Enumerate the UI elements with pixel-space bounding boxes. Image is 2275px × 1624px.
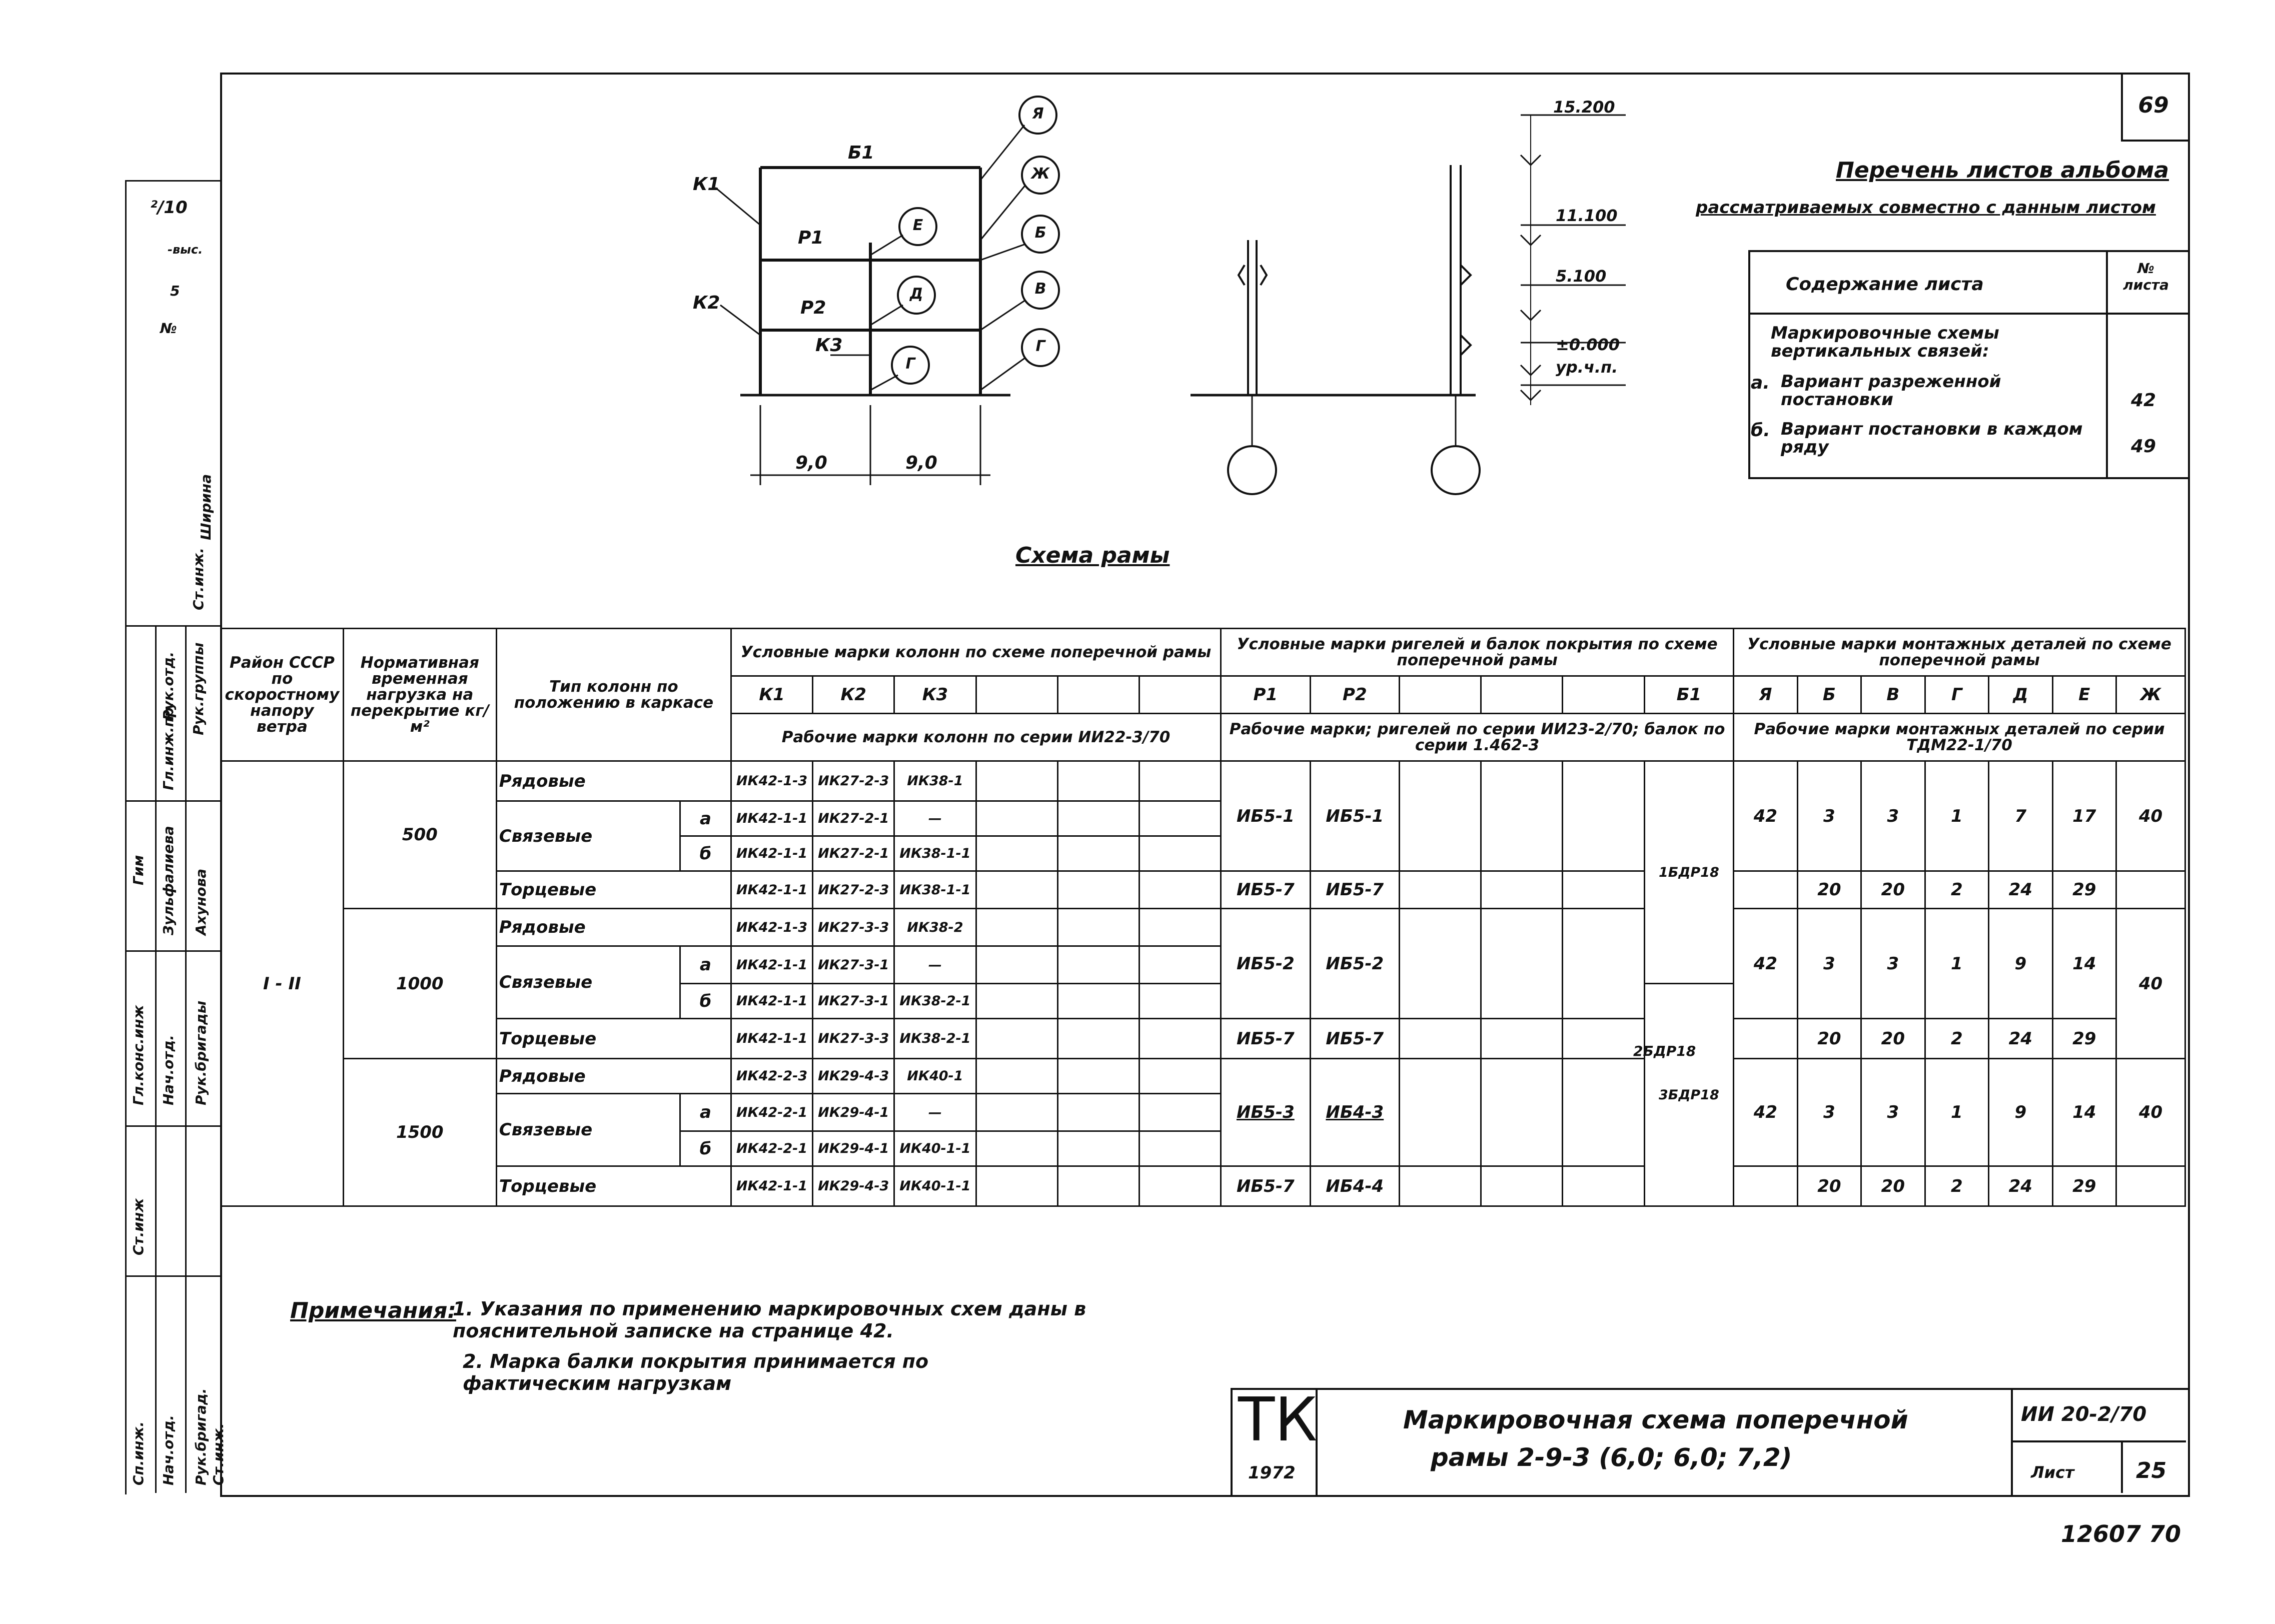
- sheet-item-b-no: 49: [2131, 436, 2156, 457]
- det-b: 3: [1797, 1059, 1861, 1166]
- cell-p2: ИБ4-3: [1310, 1059, 1399, 1166]
- note-2: 2. Марка балки покрытия принимается по фактическим нагрузкам: [463, 1350, 929, 1394]
- det-end-v: 20: [1861, 1019, 1925, 1059]
- cell-b1-c: 3БДР18: [1644, 984, 1734, 1206]
- sub-a: а: [680, 1094, 731, 1131]
- title-line-1: Маркировочная схема поперечной: [1403, 1405, 1908, 1434]
- det-d: 9: [1989, 909, 2052, 1019]
- det-zh: 40: [2116, 909, 2185, 1059]
- node-v: В: [1034, 280, 1046, 298]
- key-k1: К1: [731, 676, 812, 714]
- cell-k3: —: [894, 946, 976, 984]
- type-link: Связевые: [496, 801, 680, 871]
- key-b: Б: [1797, 676, 1861, 714]
- sub-b: б: [680, 1131, 731, 1166]
- table-row: [221, 761, 2185, 801]
- det-end-e: 29: [2052, 871, 2116, 909]
- cell-p1: ИБ5-2: [1221, 909, 1310, 1019]
- table-row: [221, 1166, 2185, 1206]
- side-name-1: Ширина: [198, 474, 214, 540]
- type-end: Торцевые: [496, 871, 731, 909]
- sheet-item-a-text: Вариант разреженной постановки: [1781, 372, 2001, 410]
- region-value: I - II: [221, 761, 344, 1206]
- det-end-v: 20: [1861, 871, 1925, 909]
- cell-k2: ИК27-2-3: [813, 761, 894, 801]
- det-g: 1: [1925, 1059, 1988, 1166]
- side-role-4: Рук.отд.: [160, 651, 177, 720]
- det-ya: 42: [1734, 1059, 1797, 1166]
- cell-k2: ИК27-2-3: [813, 871, 894, 909]
- side-name-3: Зульфалиева: [160, 826, 177, 935]
- cell-k1: ИК42-1-1: [731, 984, 812, 1019]
- cell-k1: ИК42-1-1: [731, 836, 812, 871]
- det-d: 9: [1989, 1059, 2052, 1166]
- side-role-3: Гл.инж.пр.: [160, 702, 177, 790]
- strip-divider-2: [185, 625, 187, 1493]
- sheet-number: 69: [2138, 93, 2169, 118]
- cell-k2: ИК27-3-1: [813, 984, 894, 1019]
- cell-k1: ИК42-1-3: [731, 909, 812, 946]
- table-row: [221, 871, 2185, 909]
- cell-k2: ИК27-3-3: [813, 909, 894, 946]
- title-hline-1: [2011, 1440, 2186, 1442]
- node-g2: Г: [1035, 338, 1045, 355]
- marking-table: [220, 628, 2186, 1207]
- sheet-list-col-no: № листа: [2123, 260, 2169, 293]
- cell-k3: ИК38-1-1: [894, 871, 976, 909]
- det-b: 3: [1797, 909, 1861, 1019]
- side-name-6: Нач.отд.: [160, 1035, 177, 1105]
- key-zh: Ж: [2116, 676, 2185, 714]
- node-d: Д: [909, 285, 923, 303]
- cell-p1-end: ИБ5-7: [1221, 871, 1310, 909]
- det-end-g: 2: [1925, 1019, 1988, 1059]
- h-load: Нормативная временная нагрузка на перекрытие кг/м²: [343, 629, 496, 761]
- cell-k2: ИК29-4-1: [813, 1094, 894, 1131]
- type-link: Связевые: [496, 1094, 680, 1166]
- cell-p2: ИБ5-2: [1310, 909, 1399, 1019]
- span-1: 9,0: [795, 453, 827, 473]
- det-v: 3: [1861, 1059, 1925, 1166]
- key-p1: Р1: [1221, 676, 1310, 714]
- key-g: Г: [1925, 676, 1988, 714]
- title-line-2: рамы 2-9-3 (6,0; 6,0; 7,2): [1431, 1443, 1792, 1472]
- label-p2: Р2: [800, 298, 826, 318]
- det-end-d: 24: [1989, 1019, 2052, 1059]
- sheet-list-hline: [1748, 313, 2188, 315]
- node-e: Е: [912, 217, 923, 234]
- cell-k3: ИК38-1-1: [894, 836, 976, 871]
- cell-k3: ИК40-1: [894, 1059, 976, 1094]
- load-1500: 1500: [343, 1059, 496, 1206]
- cell-b1-b: 2БДР18: [1633, 1043, 1696, 1059]
- det-b: 3: [1797, 761, 1861, 871]
- label-k1: К1: [693, 174, 720, 195]
- cell-k2: ИК27-3-1: [813, 946, 894, 984]
- det-ya: 42: [1734, 761, 1797, 871]
- cell-b1-a: 1БДР18: [1644, 761, 1734, 984]
- load-500: 500: [343, 761, 496, 909]
- cell-k1: ИК42-1-1: [731, 1166, 812, 1206]
- cell-k3: ИК38-1: [894, 761, 976, 801]
- det-zh: 40: [2116, 1059, 2185, 1166]
- sheet-list-col-content: Содержание листа: [1786, 274, 1984, 295]
- title-code: ИИ 20-2/70: [2021, 1403, 2147, 1426]
- det-zh: 40: [2116, 761, 2185, 871]
- key-b1: Б1: [1644, 676, 1734, 714]
- node-zh: Ж: [1031, 165, 1050, 183]
- strip-divider-1: [155, 625, 157, 1493]
- det-end-d: 24: [1989, 1166, 2052, 1206]
- key-ya: Я: [1734, 676, 1797, 714]
- label-k3: К3: [815, 335, 843, 356]
- det-end-e: 29: [2052, 1166, 2116, 1206]
- sheet-list-intro: Маркировочные схемы вертикальных связей:: [1771, 323, 1999, 361]
- h-region: Район СССР по скоростному напору ветра: [221, 629, 344, 761]
- cell-p2-end: ИБ5-7: [1310, 871, 1399, 909]
- h-det-marks: Условные марки монтажных деталей по схеме поперечной рамы: [1734, 629, 2185, 676]
- cell-k1: ИК42-2-3: [731, 1059, 812, 1094]
- type-row: Рядовые: [496, 909, 731, 946]
- sheet-item-a-no: 42: [2131, 390, 2156, 411]
- sub-a: а: [680, 946, 731, 984]
- strip-hline-3: [125, 950, 220, 952]
- cell-p1: ИБ5-3: [1221, 1059, 1310, 1166]
- det-e: 17: [2052, 761, 2116, 871]
- cell-k1: ИК42-2-1: [731, 1131, 812, 1166]
- sheet-list-vline: [2106, 250, 2108, 477]
- side-name-8: Ст.инж: [130, 1198, 147, 1255]
- type-row: Рядовые: [496, 761, 731, 801]
- cell-k3: ИК38-2-1: [894, 1019, 976, 1059]
- node-g1: Г: [905, 355, 915, 373]
- elevation-5: ур.ч.п.: [1556, 358, 1618, 377]
- load-1000: 1000: [343, 909, 496, 1059]
- title-year: 1972: [1248, 1463, 1296, 1483]
- cell-k1: ИК42-1-1: [731, 1019, 812, 1059]
- node-b: Б: [1034, 224, 1046, 242]
- h-det-work: Рабочие марки монтажных деталей по серии ТДМ22-1/70: [1734, 714, 2185, 761]
- cell-p1: ИБ5-1: [1221, 761, 1310, 871]
- cell-k3: —: [894, 801, 976, 836]
- type-link: Связевые: [496, 946, 680, 1019]
- strip-hline-5: [125, 1275, 220, 1277]
- sub-b: б: [680, 984, 731, 1019]
- logo-tk: ТК: [1238, 1385, 1318, 1455]
- sheet-list-title-2: рассматриваемых совместно с данным листом: [1696, 198, 2156, 218]
- cell-k2: ИК27-2-1: [813, 801, 894, 836]
- det-end-g: 2: [1925, 871, 1988, 909]
- title-sheet-value: 25: [2136, 1458, 2167, 1483]
- label-p1: Р1: [798, 228, 824, 248]
- sheet-list-title-1: Перечень листов альбома: [1836, 158, 2169, 183]
- det-end-b: 20: [1797, 871, 1861, 909]
- det-v: 3: [1861, 761, 1925, 871]
- side-label-1: ²/10: [150, 198, 188, 218]
- side-name-7: Рук.бригады: [193, 1000, 209, 1105]
- det-end-b: 20: [1797, 1019, 1861, 1059]
- cell-k2: ИК27-3-3: [813, 1019, 894, 1059]
- cell-p1-end: ИБ5-7: [1221, 1019, 1310, 1059]
- cell-p2-end: ИБ4-4: [1310, 1166, 1399, 1206]
- side-role-2: Рук.группы: [190, 642, 207, 735]
- side-label-3: 5: [170, 283, 180, 299]
- cell-k1: ИК42-2-1: [731, 1094, 812, 1131]
- type-end: Торцевые: [496, 1019, 731, 1059]
- sub-a: а: [680, 801, 731, 836]
- sheet-item-b-text: Вариант постановки в каждом ряду: [1781, 419, 2083, 457]
- det-g: 1: [1925, 909, 1988, 1019]
- side-bottom-1: Сп.инж.: [130, 1421, 147, 1485]
- side-name-5: Гл.конс.инж: [130, 1005, 147, 1105]
- footer-mark: 12607 70: [2061, 1520, 2181, 1547]
- side-bottom-2: Нач.отд.: [160, 1415, 177, 1485]
- cell-k1: ИК42-1-1: [731, 946, 812, 984]
- det-e: 14: [2052, 909, 2116, 1019]
- cell-k2: ИК29-4-1: [813, 1131, 894, 1166]
- node-ya: Я: [1032, 105, 1044, 123]
- key-k2: К2: [813, 676, 894, 714]
- title-vline-3: [2121, 1440, 2123, 1493]
- type-end: Торцевые: [496, 1166, 731, 1206]
- side-bottom-3: Рук.бригад.: [193, 1388, 209, 1485]
- cell-p2: ИБ5-1: [1310, 761, 1399, 871]
- det-v: 3: [1861, 909, 1925, 1019]
- h-beam-marks: Условные марки ригелей и балок покрытия по схеме поперечной рамы: [1221, 629, 1734, 676]
- det-e: 14: [2052, 1059, 2116, 1166]
- det-end-g: 2: [1925, 1166, 1988, 1206]
- det-d: 7: [1989, 761, 2052, 871]
- det-end-d: 24: [1989, 871, 2052, 909]
- h-type: Тип колонн по положению в каркасе: [496, 629, 731, 761]
- cell-k1: ИК42-1-1: [731, 801, 812, 836]
- cell-k3: ИК38-2: [894, 909, 976, 946]
- sub-b: б: [680, 836, 731, 871]
- det-ya: 42: [1734, 909, 1797, 1019]
- cell-k2: ИК29-4-3: [813, 1166, 894, 1206]
- span-2: 9,0: [905, 453, 937, 473]
- key-e: Е: [2052, 676, 2116, 714]
- side-label-2: -выс.: [168, 243, 203, 257]
- title-sheet-label: Лист: [2031, 1463, 2074, 1482]
- sheet-item-a-letter: а.: [1751, 373, 1770, 393]
- table-row: [221, 1019, 2185, 1059]
- cell-k3: ИК40-1-1: [894, 1131, 976, 1166]
- notes-label: Примечания:: [290, 1298, 456, 1323]
- header-row-1: [221, 629, 2185, 676]
- key-v: В: [1861, 676, 1925, 714]
- cell-k3: ИК40-1-1: [894, 1166, 976, 1206]
- side-name-4: Ахунова: [193, 868, 209, 935]
- h-col-work: Рабочие марки колонн по серии ИИ22-3/70: [731, 714, 1221, 761]
- strip-hline-4: [125, 1125, 220, 1127]
- strip-hline-2: [125, 800, 220, 802]
- table-row: [221, 909, 2185, 946]
- elevation-4: ±0.000: [1556, 335, 1620, 354]
- key-p2: Р2: [1310, 676, 1399, 714]
- side-label-4: №: [160, 320, 177, 337]
- det-end-b: 20: [1797, 1166, 1861, 1206]
- side-role-1: Ст.инж.: [190, 548, 207, 610]
- h-beam-work: Рабочие марки; ригелей по серии ИИ23-2/70; балок по серии 1.462-3: [1221, 714, 1734, 761]
- table-row: [221, 1059, 2185, 1094]
- cell-k1: ИК42-1-1: [731, 871, 812, 909]
- key-d: Д: [1989, 676, 2052, 714]
- note-1: 1. Указания по применению маркировочных схем даны в пояснительной записке на странице 42.: [453, 1298, 1086, 1342]
- cell-k2: ИК29-4-3: [813, 1059, 894, 1094]
- elevation-3: 5.100: [1556, 267, 1607, 286]
- side-name-2: Гим: [130, 855, 147, 885]
- key-k3: К3: [894, 676, 976, 714]
- elevation-2: 11.100: [1556, 206, 1618, 225]
- det-g: 1: [1925, 761, 1988, 871]
- frame-scheme-title: Схема рамы: [1015, 543, 1170, 568]
- cell-k2: ИК27-2-1: [813, 836, 894, 871]
- cell-k3: —: [894, 1094, 976, 1131]
- cell-p2-end: ИБ5-7: [1310, 1019, 1399, 1059]
- det-end-v: 20: [1861, 1166, 1925, 1206]
- label-b1: Б1: [848, 143, 874, 163]
- cell-k3: ИК38-2-1: [894, 984, 976, 1019]
- sheet-item-b-letter: б.: [1751, 420, 1770, 441]
- side-bottom-4: Ст.инж.: [210, 1423, 227, 1485]
- cell-k1: ИК42-1-3: [731, 761, 812, 801]
- cell-p1-end: ИБ5-7: [1221, 1166, 1310, 1206]
- strip-hline-1: [125, 625, 220, 627]
- label-k2: К2: [693, 293, 720, 313]
- type-row: Рядовые: [496, 1059, 731, 1094]
- elevation-1: 15.200: [1553, 98, 1615, 117]
- det-end-e: 29: [2052, 1019, 2116, 1059]
- h-col-marks: Условные марки колонн по схеме поперечной рамы: [731, 629, 1221, 676]
